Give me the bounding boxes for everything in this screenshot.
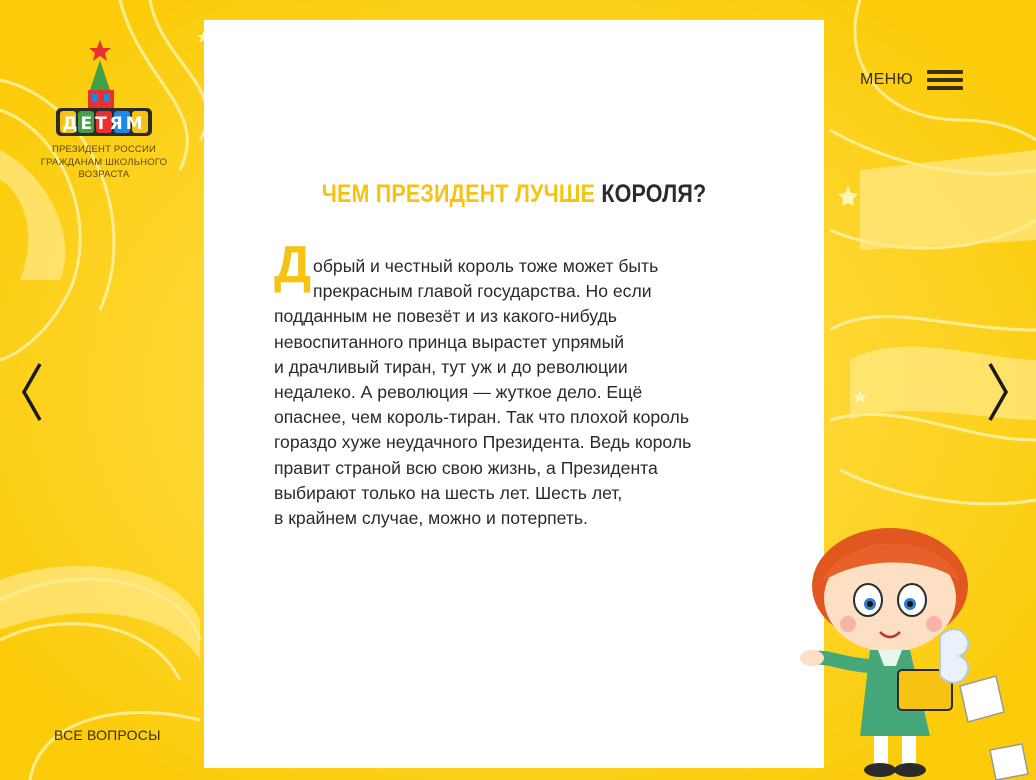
article-body bbox=[274, 236, 774, 531]
menu-button[interactable] bbox=[860, 66, 972, 94]
article-line: невоспитанного принца вырастет упрямый bbox=[274, 331, 625, 352]
article-line: опаснее, чем король-тиран. Так что плохой король bbox=[274, 407, 689, 428]
chevron-left-icon bbox=[24, 364, 40, 420]
logo-caption-line: ПРЕЗИДЕНТ РОССИИ bbox=[51, 144, 157, 155]
article-title-highlight: ЧЕМ ПРЕЗИДЕНТ ЛУЧШЕ bbox=[321, 180, 596, 208]
menu-label: МЕНЮ bbox=[860, 71, 913, 88]
svg-text:ДЕТЯМ: ДЕТЯМ bbox=[62, 114, 146, 134]
detyam-logo[interactable] bbox=[48, 38, 160, 138]
article-line: гораздо хуже неудачного Президента. Ведь король bbox=[274, 432, 692, 453]
article-title bbox=[247, 180, 780, 209]
article-line: недалеко. А революция — жуткое дело. Ещё bbox=[274, 382, 643, 403]
article-line: обрый и честный король тоже может быть bbox=[313, 256, 659, 276]
chevron-right-icon bbox=[990, 364, 1006, 420]
logo-caption bbox=[28, 144, 180, 182]
next-question-button[interactable] bbox=[986, 362, 1010, 422]
article-title-rest: КОРОЛЯ? bbox=[601, 180, 707, 208]
article-card bbox=[204, 20, 824, 768]
article-line: в крайнем случае, можно и потерпеть. bbox=[274, 508, 588, 529]
article-line: правит страной всю свою жизнь, а Президента bbox=[274, 457, 658, 478]
article-line: прекрасным главой государства. Но если bbox=[313, 281, 652, 302]
prev-question-button[interactable] bbox=[20, 362, 44, 422]
logo-caption-line: ВОЗРАСТА bbox=[78, 169, 130, 180]
article-line: выбирают только на шесть лет. Шесть лет, bbox=[274, 482, 623, 503]
hamburger-icon bbox=[927, 69, 963, 91]
article-line: и драчливый тиран, тут уж и до революции bbox=[274, 356, 628, 377]
drop-cap: Д bbox=[274, 236, 312, 294]
logo-caption-line: ГРАЖДАНАМ ШКОЛЬНОГО bbox=[40, 156, 168, 168]
kremlin-tower-icon bbox=[88, 40, 114, 110]
article-line: подданным не повезёт и из какого-нибудь bbox=[274, 306, 617, 327]
girl-mascot-illustration bbox=[800, 526, 1036, 780]
all-questions-link[interactable]: ВСЕ ВОПРОСЫ bbox=[54, 727, 161, 743]
logo-lettering bbox=[56, 108, 152, 136]
